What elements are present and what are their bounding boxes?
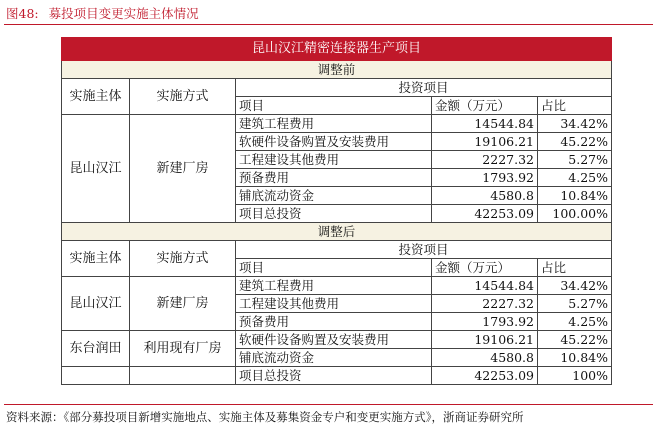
share-cell: 5.27% [538, 151, 612, 169]
amount-cell: 4580.8 [432, 187, 538, 205]
header-item: 项目 [236, 259, 432, 277]
item-cell: 软硬件设备购置及安装费用 [236, 133, 432, 151]
header-investment: 投资项目 [236, 79, 612, 97]
item-cell: 建筑工程费用 [236, 277, 432, 295]
item-cell: 建筑工程费用 [236, 115, 432, 133]
entity-cell: 昆山汉江 [62, 115, 130, 223]
item-cell: 软硬件设备购置及安装费用 [236, 331, 432, 349]
share-cell: 10.84% [538, 187, 612, 205]
share-cell: 45.22% [538, 133, 612, 151]
item-cell: 铺底流动资金 [236, 349, 432, 367]
header-investment: 投资项目 [236, 241, 612, 259]
figure-title [6, 4, 199, 24]
header-method: 实施方式 [130, 79, 236, 115]
investment-table [61, 37, 612, 385]
header-item: 项目 [236, 97, 432, 115]
share-cell: 34.42% [538, 277, 612, 295]
item-cell: 铺底流动资金 [236, 187, 432, 205]
table-row [62, 331, 612, 349]
header-entity: 实施主体 [62, 241, 130, 277]
amount-cell: 14544.84 [432, 115, 538, 133]
header-row [62, 79, 612, 97]
item-cell: 预备费用 [236, 169, 432, 187]
empty-cell [130, 367, 236, 385]
amount-cell: 4580.8 [432, 349, 538, 367]
section-row-before [62, 61, 612, 79]
bottom-divider [4, 404, 653, 405]
share-cell: 4.25% [538, 169, 612, 187]
top-divider [4, 24, 653, 25]
amount-cell: 2227.32 [432, 151, 538, 169]
figure-caption: 募投项目变更实施主体情况 [48, 6, 199, 21]
amount-cell: 19106.21 [432, 133, 538, 151]
table-banner-row [62, 38, 612, 61]
header-row [62, 241, 612, 259]
header-method: 实施方式 [130, 241, 236, 277]
amount-cell: 1793.92 [432, 313, 538, 331]
share-cell: 10.84% [538, 349, 612, 367]
share-cell: 45.22% [538, 331, 612, 349]
table-row [62, 115, 612, 133]
empty-cell [62, 367, 130, 385]
amount-cell: 14544.84 [432, 277, 538, 295]
table-row [62, 367, 612, 385]
section-label-after: 调整后 [62, 223, 612, 241]
share-cell: 100.00% [538, 205, 612, 223]
method-cell: 新建厂房 [130, 115, 236, 223]
share-cell: 5.27% [538, 295, 612, 313]
figure-number: 图48: [6, 6, 39, 21]
item-cell: 工程建设其他费用 [236, 295, 432, 313]
amount-cell: 19106.21 [432, 331, 538, 349]
amount-cell: 42253.09 [432, 205, 538, 223]
method-cell: 新建厂房 [130, 277, 236, 331]
section-label-before: 调整前 [62, 61, 612, 79]
amount-cell: 2227.32 [432, 295, 538, 313]
share-cell: 4.25% [538, 313, 612, 331]
table-row [62, 277, 612, 295]
share-cell: 34.42% [538, 115, 612, 133]
amount-cell: 1793.92 [432, 169, 538, 187]
item-cell: 项目总投资 [236, 205, 432, 223]
header-share: 占比 [538, 97, 612, 115]
source-note: 资料来源：《部分募投项目新增实施地点、实施主体及募集资金专户和变更实施方式》，浙商证券研究所 [6, 410, 524, 424]
share-cell: 100% [538, 367, 612, 385]
entity-cell: 昆山汉江 [62, 277, 130, 331]
item-cell: 工程建设其他费用 [236, 151, 432, 169]
header-amount: 金额（万元） [432, 259, 538, 277]
entity-cell: 东台润田 [62, 331, 130, 367]
amount-cell: 42253.09 [432, 367, 538, 385]
section-row-after [62, 223, 612, 241]
item-cell: 预备费用 [236, 313, 432, 331]
item-cell: 项目总投资 [236, 367, 432, 385]
header-share: 占比 [538, 259, 612, 277]
header-entity: 实施主体 [62, 79, 130, 115]
table-banner: 昆山汉江精密连接器生产项目 [62, 38, 612, 61]
method-cell: 利用现有厂房 [130, 331, 236, 367]
header-amount: 金额（万元） [432, 97, 538, 115]
